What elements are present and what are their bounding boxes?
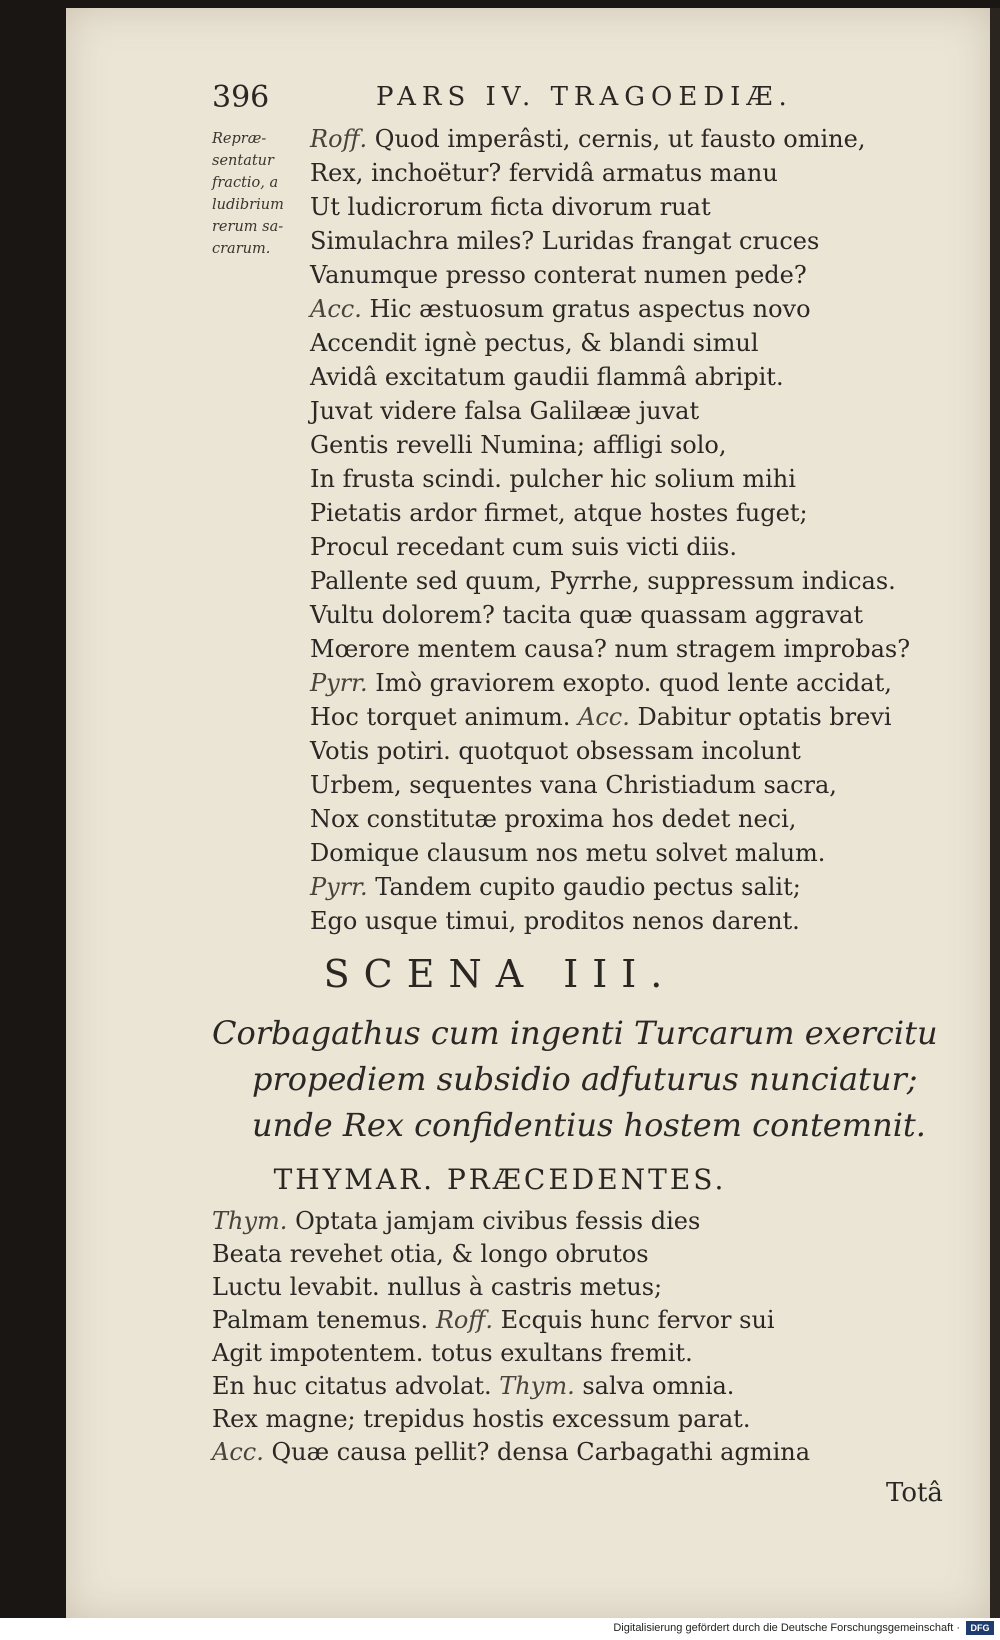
running-title: PARS IV. TRAGOEDIÆ. [376, 82, 793, 112]
marginal-note-line: rerum sa- [212, 219, 284, 235]
verse-text: Accendit ignè pectus, & blandi simul [310, 329, 759, 357]
verse-block-top [310, 122, 960, 938]
verse-line [310, 666, 960, 700]
verse-line [310, 768, 960, 802]
verse-line [212, 1403, 912, 1436]
marginal-note-line: crarum. [212, 241, 271, 257]
verse-text: Urbem, sequentes vana Christiadum sacra, [310, 771, 837, 799]
verse-text: Dabitur optatis brevi [637, 703, 892, 731]
speaker-label: Acc. [578, 703, 630, 731]
speaker-label: Acc. [212, 1438, 264, 1466]
verse-text: Ego usque timui, proditos nenos darent. [310, 907, 800, 935]
verse-line [310, 462, 960, 496]
speaker-label: Thym. [499, 1372, 575, 1400]
marginal-note-line: sentatur [212, 153, 274, 169]
verse-text: Agit impotentem. totus exultans fremit. [212, 1339, 693, 1367]
verse-text: Hic æstuosum gratus aspectus novo [369, 295, 811, 323]
verse-text: Avidâ excitatum gaudii flammâ abripit. [310, 363, 784, 391]
verse-line [310, 428, 960, 462]
verse-text: Vanumque presso conterat numen pede? [310, 261, 807, 289]
verse-line [310, 734, 960, 768]
verse-text: Quod imperâsti, cernis, ut fausto omine, [374, 125, 866, 153]
verse-text: Optata jamjam civibus fessis dies [295, 1207, 701, 1235]
verse-text: Pietatis ardor firmet, atque hostes fuget; [310, 499, 808, 527]
page-edge [990, 8, 1000, 1618]
catchword: Totâ [886, 1478, 943, 1508]
verse-text: Votis potiri. quotquot obsessam incolunt [310, 737, 801, 765]
verse-text: Mœrore mentem causa? num stragem improbas? [310, 635, 911, 663]
verse-text: salva omnia. [582, 1372, 735, 1400]
verse-line [310, 632, 960, 666]
verse-text: Pallente sed quum, Pyrrhe, suppressum indicas. [310, 567, 896, 595]
verse-line [310, 156, 960, 190]
scene-title: SCENA III. [323, 952, 677, 996]
verse-text: En huc citatus advolat. [212, 1372, 492, 1400]
verse-text: Nox constitutæ proxima hos dedet neci, [310, 805, 797, 833]
dfg-logo: DFG [966, 1621, 994, 1635]
speaker-label: Thym. [212, 1207, 288, 1235]
verse-text: Domique clausum nos metu solvet malum. [310, 839, 826, 867]
marginal-note [212, 128, 307, 260]
verse-line [212, 1205, 912, 1238]
verse-text: Ecquis hunc fervor sui [500, 1306, 775, 1334]
marginal-note-line: Repræ- [212, 131, 267, 147]
verse-line [310, 394, 960, 428]
verse-line [310, 870, 960, 904]
verse-line [310, 496, 960, 530]
verse-text: Procul recedant cum suis victi diis. [310, 533, 737, 561]
cast-list: THYMAR. PRÆCEDENTES. [273, 1163, 727, 1196]
verse-line [310, 224, 960, 258]
verse-line [310, 836, 960, 870]
verse-line [212, 1337, 912, 1370]
verse-text: In frusta scindi. pulcher hic solium mihi [310, 465, 796, 493]
verse-text: Vultu dolorem? tacita quæ quassam aggravat [310, 601, 863, 629]
speaker-label: Pyrr. [310, 669, 368, 697]
verse-line [310, 700, 960, 734]
page-header [212, 78, 822, 118]
verse-text: Gentis revelli Numina; affligi solo, [310, 431, 727, 459]
speaker-label: Roff. [435, 1306, 493, 1334]
verse-text: Rex, inchoëtur? fervidâ armatus manu [310, 159, 778, 187]
speaker-label: Acc. [310, 295, 362, 323]
verse-line [212, 1304, 912, 1337]
verse-line [310, 360, 960, 394]
argument-line: unde Rex confidentius hostem contemnit. [252, 1106, 926, 1144]
verse-line [310, 326, 960, 360]
verse-text: Ut ludicrorum ficta divorum ruat [310, 193, 711, 221]
marginal-note-line: fractio, a [212, 175, 279, 191]
digitization-footer [0, 1618, 1000, 1640]
page-number: 396 [212, 80, 270, 115]
verse-text: Imò graviorem exopto. quod lente accidat, [375, 669, 892, 697]
speaker-label: Roff. [310, 125, 368, 153]
verse-line [310, 190, 960, 224]
scene-argument [212, 1010, 962, 1148]
argument-line: propediem subsidio adfuturus nunciatur; [252, 1060, 918, 1098]
verse-line [310, 802, 960, 836]
verse-text: Juvat videre falsa Galilææ juvat [310, 397, 700, 425]
marginal-note-line: ludibrium [212, 197, 284, 213]
verse-line [310, 904, 960, 938]
verse-text: Luctu levabit. nullus à castris metus; [212, 1273, 663, 1301]
verse-line [310, 292, 960, 326]
verse-line [310, 598, 960, 632]
verse-text: Simulachra miles? Luridas frangat cruces [310, 227, 820, 255]
verse-line [212, 1436, 912, 1469]
verse-line [310, 530, 960, 564]
verse-text: Quæ causa pellit? densa Carbagathi agmina [271, 1438, 811, 1466]
speaker-label: Pyrr. [310, 873, 368, 901]
verse-line [310, 564, 960, 598]
argument-line: Corbagathus cum ingenti Turcarum exercitu [212, 1014, 938, 1052]
verse-line [310, 258, 960, 292]
verse-text: Beata revehet otia, & longo obrutos [212, 1240, 649, 1268]
verse-line [212, 1370, 912, 1403]
verse-line [310, 122, 960, 156]
verse-text: Tandem cupito gaudio pectus salit; [375, 873, 801, 901]
verse-block-bottom [212, 1205, 912, 1469]
verse-line [212, 1271, 912, 1304]
footer-credit: Digitalisierung gefördert durch die Deutsche Forschungsgemeinschaft · [613, 1622, 960, 1634]
verse-text: Rex magne; trepidus hostis excessum parat. [212, 1405, 751, 1433]
verse-text: Palmam tenemus. [212, 1306, 429, 1334]
verse-text: Hoc torquet animum. [310, 703, 571, 731]
verse-line [212, 1238, 912, 1271]
